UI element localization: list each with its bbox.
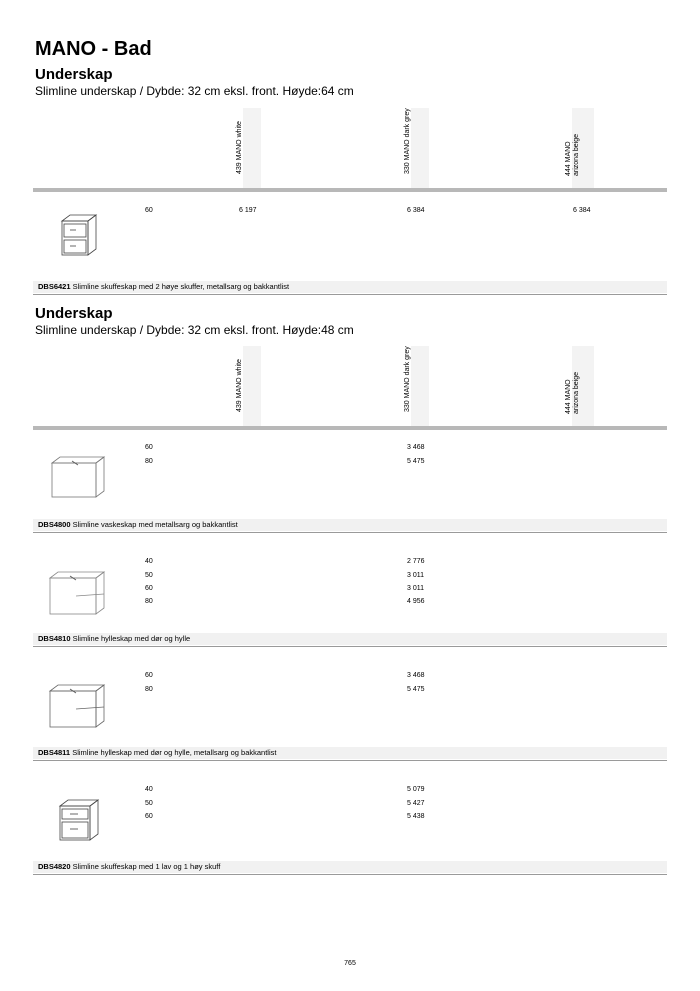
size-cell: 80 — [145, 458, 153, 465]
column-header-white: 439 MANO white — [243, 108, 261, 188]
column-header-arizona-beige: 444 MANO arizona beige — [572, 108, 594, 188]
price-dark-grey: 5 475 — [407, 458, 425, 465]
size-cell: 50 — [145, 572, 153, 579]
price-dark-grey: 3 468 — [407, 672, 425, 679]
product-band: DBS4820 Slimline skuffeskap med 1 lav og 1 høy skuff — [33, 861, 667, 873]
divider — [33, 760, 667, 761]
size-cell: 60 — [145, 207, 153, 214]
column-header-dark-grey: 330 MANO dark grey — [411, 346, 429, 426]
shelf-cabinet-icon — [46, 683, 108, 734]
divider — [33, 874, 667, 875]
size-cell: 60 — [145, 444, 153, 451]
size-cell: 50 — [145, 800, 153, 807]
price-dark-grey: 3 011 — [407, 585, 424, 592]
price-dark-grey: 5 475 — [407, 686, 425, 693]
price-dark-grey: 5 079 — [407, 786, 425, 793]
sink-cabinet-icon — [48, 455, 108, 504]
size-cell: 60 — [145, 813, 153, 820]
product-band: DBS6421 Slimline skuffeskap med 2 høye skuffer, metallsarg og bakkantlist — [33, 281, 667, 293]
size-cell: 40 — [145, 786, 153, 793]
page-number: 765 — [344, 960, 356, 967]
price-white: 6 197 — [239, 207, 257, 214]
product-band: DBS4810 Slimline hylleskap med dør og hylle — [33, 633, 667, 645]
price-dark-grey: 4 956 — [407, 598, 425, 605]
size-cell: 80 — [145, 686, 153, 693]
drawer-cabinet-2-icon — [56, 798, 102, 847]
price-dark-grey: 2 776 — [407, 558, 425, 565]
size-cell: 60 — [145, 585, 153, 592]
drawer-cabinet-2-icon — [58, 213, 100, 262]
price-dark-grey: 5 427 — [407, 800, 425, 807]
price-dark-grey: 6 384 — [407, 207, 425, 214]
price-dark-grey: 3 011 — [407, 572, 424, 579]
section-heading: Underskap — [35, 66, 113, 83]
divider — [33, 294, 667, 295]
size-cell: 40 — [145, 558, 153, 565]
section-heading: Underskap — [35, 305, 113, 322]
section-subtitle: Slimline underskap / Dybde: 32 cm eksl. front. Høyde:48 cm — [35, 323, 354, 337]
price-arizona-beige: 6 384 — [573, 207, 591, 214]
column-header-arizona-beige: 444 MANO arizona beige — [572, 346, 594, 426]
header-rule — [33, 188, 667, 192]
column-header-dark-grey: 330 MANO dark grey — [411, 108, 429, 188]
price-dark-grey: 3 468 — [407, 444, 425, 451]
column-header-white: 439 MANO white — [243, 346, 261, 426]
product-band: DBS4800 Slimline vaskeskap med metallsarg og bakkantlist — [33, 519, 667, 531]
header-rule — [33, 426, 667, 430]
section-subtitle: Slimline underskap / Dybde: 32 cm eksl. front. Høyde:64 cm — [35, 84, 354, 98]
price-dark-grey: 5 438 — [407, 813, 425, 820]
product-band: DBS4811 Slimline hylleskap med dør og hylle, metallsarg og bakkantlist — [33, 747, 667, 759]
divider — [33, 646, 667, 647]
shelf-cabinet-icon — [46, 570, 108, 621]
page-title: MANO - Bad — [35, 38, 152, 60]
size-cell: 80 — [145, 598, 153, 605]
divider — [33, 532, 667, 533]
size-cell: 60 — [145, 672, 153, 679]
